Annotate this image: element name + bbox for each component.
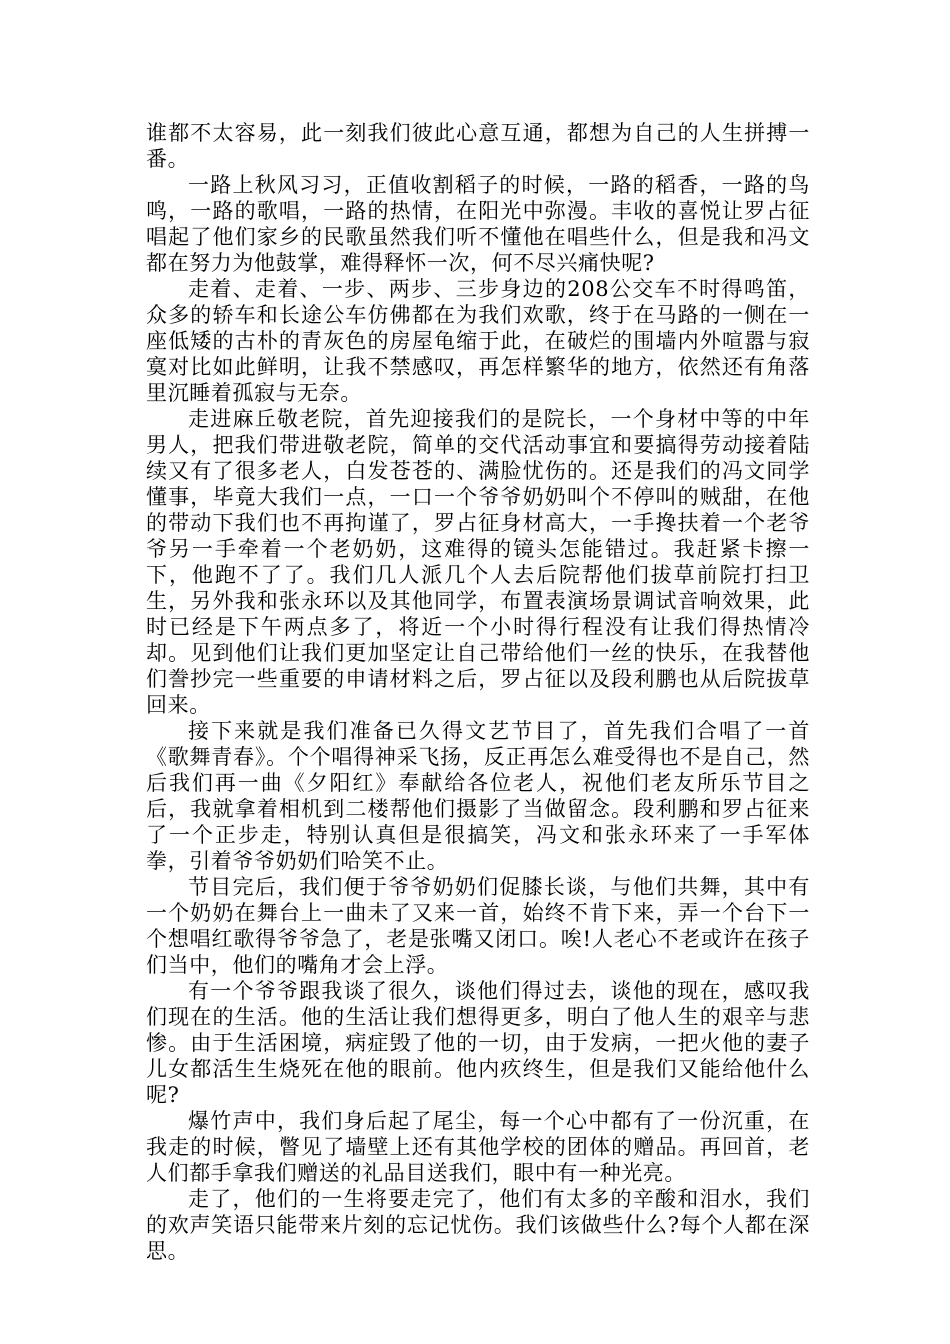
- paragraph-6: 节目完后，我们便于爷爷奶奶们促膝长谈，与他们共舞，其中有一个奶奶在舞台上一曲未了又来一首，始终不肯下来，弄一个台下一个想唱红歌得爷爷急了，老是张嘴又闭口。唉!人老心不老或许在孩子们当中，他们的嘴角才会上浮。: [146, 875, 810, 977]
- paragraph-4: 走进麻丘敬老院，首先迎接我们的是院长，一个身材中等的中年男人，把我们带进敬老院，简单的交代活动事宜和要搞得劳动接着陆续又有了很多老人，白发苍苍的、满脸忧伤的。还是我们的冯文同学懂事，毕竟大我们一点，一口一个爷爷奶奶叫个不停叫的贼甜，在他的带动下我们也不再拘谨了，罗占征身材高大，一手搀扶着一个老爷爷另一手牵着一个老奶奶，这难得的镜头怎能错过。我赶紧卡擦一下，他跑不了了。我们几人派几个人去后院帮他们拔草前院打扫卫生，另外我和张永环以及其他同学，布置表演场景调试音响效果，此时已经是下午两点多了，将近一个小时得行程没有让我们得热情冷却。见到他们让我们更加坚定让自己带给他们一丝的快乐，在我替他们誊抄完一些重要的申请材料之后，罗占征以及段利鹏也从后院拔草回来。: [146, 407, 810, 717]
- body-text: [146, 120, 810, 1264]
- paragraph-1: 谁都不太容易，此一刻我们彼此心意互通，都想为自己的人生拼搏一番。: [146, 121, 810, 171]
- paragraph-9: 走了，他们的一生将要走完了，他们有太多的辛酸和泪水，我们的欢声笑语只能带来片刻的忘记忧伤。我们该做些什么?每个人都在深思。: [146, 1187, 810, 1263]
- paragraph-7: 有一个爷爷跟我谈了很久，谈他们得过去，谈他的现在，感叹我们现在的生活。他的生活让我们想得更多，明白了他人生的艰辛与悲惨。由于生活困境，病症毁了他的一切，由于发病，一把火他的妻子儿女都活生生烧死在他的眼前。他内疚终生，但是我们又能给他什么呢?: [146, 979, 810, 1107]
- paragraph-3: 走着、走着、一步、两步、三步身边的208公交车不时得鸣笛，众多的轿车和长途公车仿佛都在为我们欢歌，终于在马路的一侧在一座低矮的古朴的青灰色的房屋龟缩于此，在破烂的围墙内外喧嚣与寂寞对比如此鲜明，让我不禁感叹，再怎样繁华的地方，依然还有角落里沉睡着孤寂与无奈。: [146, 277, 810, 405]
- paragraph-8: 爆竹声中，我们身后起了尾尘，每一个心中都有了一份沉重，在我走的时候，瞥见了墙壁上还有其他学校的团体的赠品。再回首，老人们都手拿我们赠送的礼品目送我们，眼中有一种光亮。: [146, 1109, 810, 1185]
- paragraph-5: 接下来就是我们准备已久得文艺节目了，首先我们合唱了一首《歌舞青春》。个个唱得神采飞扬，反正再怎么难受得也不是自己，然后我们再一曲《夕阳红》奉献给各位老人，祝他们老友所乐节目之后，我就拿着相机到二楼帮他们摄影了当做留念。段利鹏和罗占征来了一个正步走，特别认真但是很搞笑，冯文和张永环来了一手军体拳，引着爷爷奶奶们哈笑不止。: [146, 719, 810, 873]
- paragraph-2: 一路上秋风习习，正值收割稻子的时候，一路的稻香，一路的鸟鸣，一路的歌唱，一路的热情，在阳光中弥漫。丰收的喜悦让罗占征唱起了他们家乡的民歌虽然我们听不懂他在唱些什么，但是我和冯文都在努力为他鼓掌，难得释怀一次，何不尽兴痛快呢?: [146, 173, 810, 275]
